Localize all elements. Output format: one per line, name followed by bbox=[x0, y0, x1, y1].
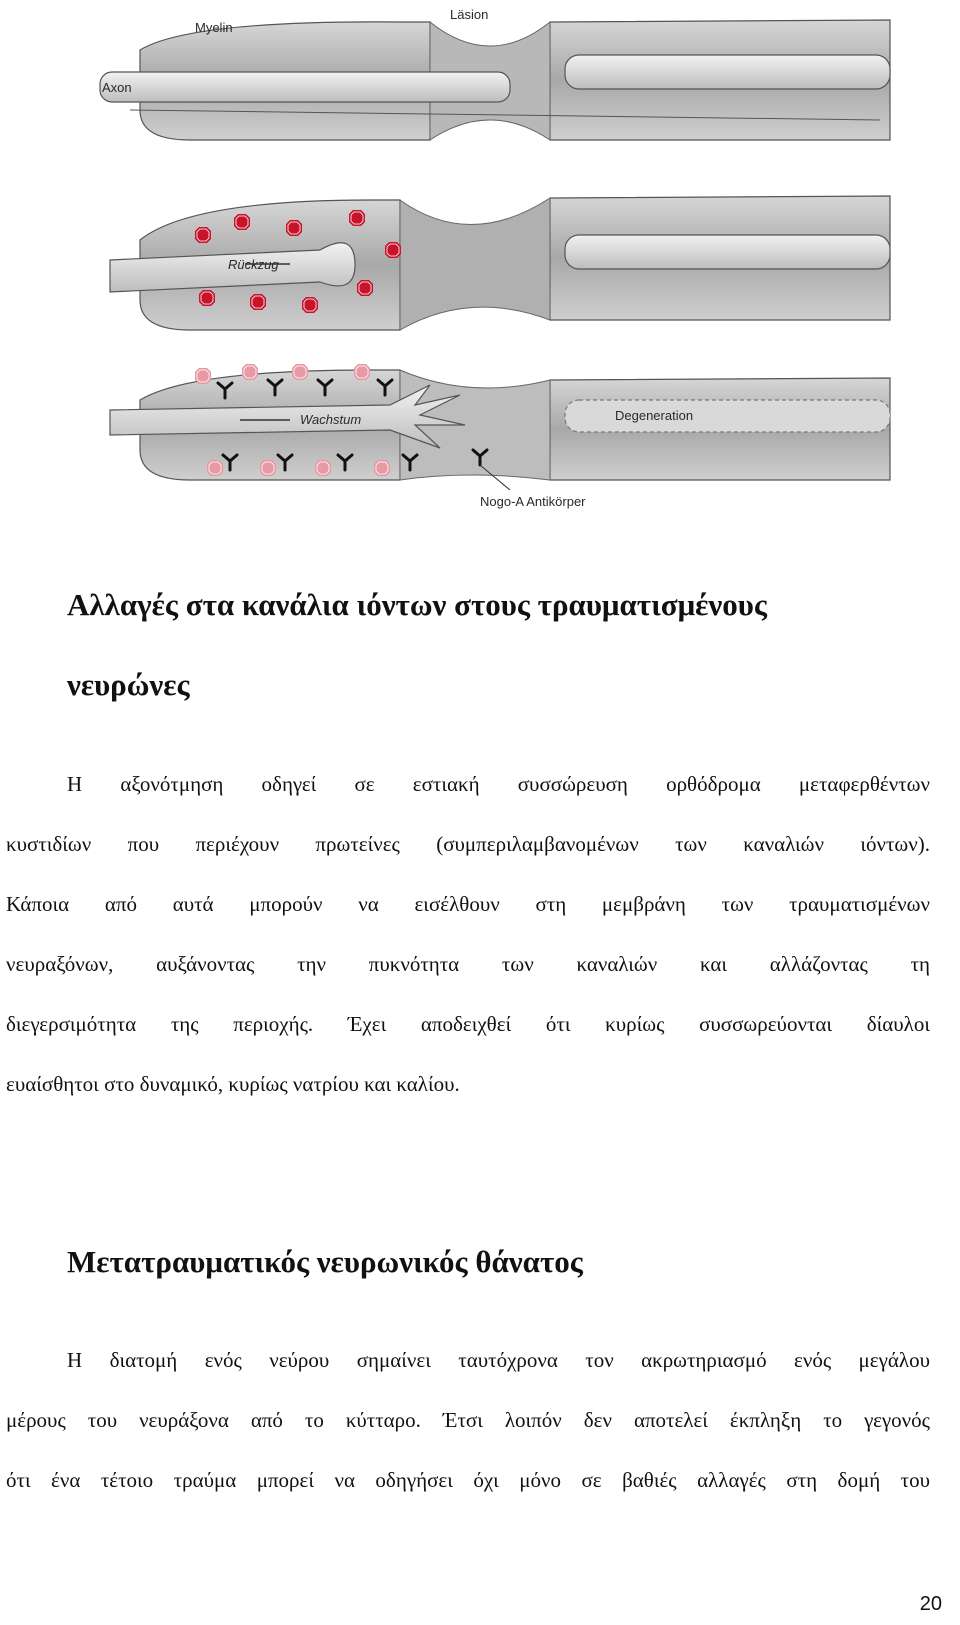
paragraph-line: διεγερσιμότητα της περιοχής. Έχει αποδειχθεί ότι κυρίως συσσωρεύονται δίαυλοι bbox=[6, 1012, 930, 1036]
label-retreat: Rückzug bbox=[228, 257, 279, 272]
section1-heading-line2: νευρώνες bbox=[67, 667, 190, 702]
panel-growth bbox=[110, 364, 890, 509]
paragraph-line: μέρους του νευράξονα από το κύτταρο. Έτσι λοιπόν δεν αποτελεί έκπληξη το γεγονός bbox=[6, 1408, 930, 1432]
paragraph-line: Η αξονότμηση οδηγεί σε εστιακή συσσώρευση ορθόδρομα μεταφερθέντων bbox=[67, 772, 930, 796]
panel-retreat bbox=[110, 196, 890, 330]
paragraph-line: νευραξόνων, αυξάνοντας την πυκνότητα των καναλιών και αλλάζοντας τη bbox=[6, 952, 930, 976]
section1-heading-line1: Αλλαγές στα κανάλια ιόντων στους τραυματισμένους bbox=[67, 587, 767, 622]
label-axon: Axon bbox=[102, 80, 132, 95]
nerve-lesion-figure bbox=[70, 0, 950, 540]
section2-heading: Μετατραυματικός νευρωνικός θάνατος bbox=[67, 1244, 583, 1279]
label-antibody: Nogo-A Antikörper bbox=[480, 494, 586, 509]
label-myelin: Myelin bbox=[195, 20, 233, 35]
paragraph-line: Κάποια από αυτά μπορούν να εισέλθουν στη μεμβράνη των τραυματισμένων bbox=[6, 892, 930, 916]
paragraph-line: κυστιδίων που περιέχουν πρωτείνες (συμπεριλαμβανομένων των καναλιών ιόντων). bbox=[6, 832, 930, 856]
panel-lesion bbox=[100, 7, 890, 140]
label-growth: Wachstum bbox=[300, 412, 362, 427]
label-degeneration: Degeneration bbox=[615, 408, 694, 423]
figure-svg bbox=[70, 0, 950, 540]
paragraph-line: ότι ένα τέτοιο τραύμα μπορεί να οδηγήσει όχι μόνο σε βαθιές αλλαγές στη δομή του bbox=[6, 1468, 930, 1492]
paragraph-line: Η διατομή ενός νεύρου σημαίνει ταυτόχρονα τον ακρωτηριασμό ενός μεγάλου bbox=[67, 1348, 930, 1372]
label-lesion: Läsion bbox=[450, 7, 489, 22]
section1-paragraph bbox=[6, 754, 930, 1114]
paragraph-line: ευαίσθητοι στο δυναμικό, κυρίως νατρίου και καλίου. bbox=[6, 1072, 460, 1096]
page-number: 20 bbox=[919, 1593, 942, 1615]
section2-paragraph bbox=[6, 1330, 930, 1510]
